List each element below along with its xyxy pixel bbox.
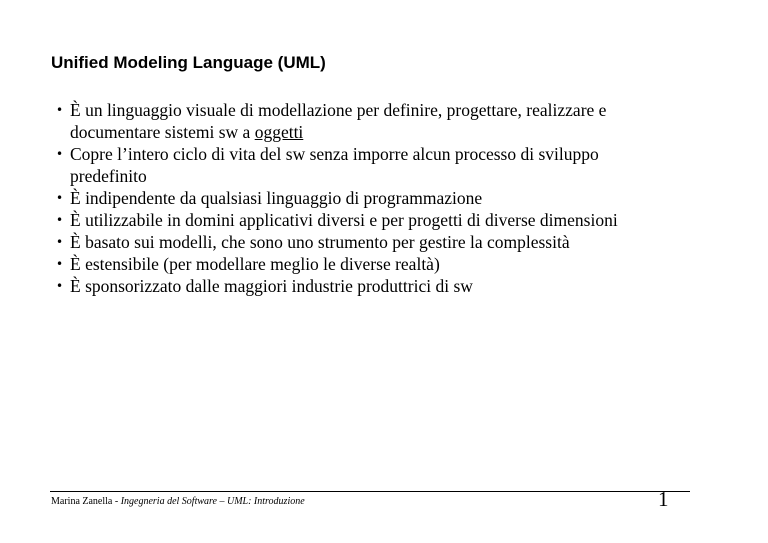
page-number: 1 (658, 487, 669, 511)
bullet-text-continued: predefinito (70, 166, 147, 186)
bullet-item-1 (56, 99, 618, 143)
bullet-text: È indipendente da qualsiasi linguaggio di programmazione (70, 188, 483, 208)
footer-separator: - (112, 496, 121, 507)
bullet-item-7 (56, 275, 618, 297)
bullet-icon: • (56, 257, 64, 271)
bullet-item-2 (56, 143, 618, 187)
bullet-text: È basato sui modelli, che sono uno strumento per gestire la complessità (70, 232, 570, 252)
page-title: Unified Modeling Language (UML) (51, 53, 326, 72)
bullet-icon: • (56, 103, 64, 117)
bullet-icon: • (56, 191, 64, 205)
bullet-item-5 (56, 231, 618, 253)
bullet-list (56, 99, 618, 297)
bullet-icon: • (56, 213, 64, 227)
bullet-text: È un linguaggio visuale di modellazione per definire, progettare, realizzare e (70, 100, 607, 120)
bullet-item-6 (56, 253, 618, 275)
bullet-text: È utilizzabile in domini applicativi diversi e per progetti di diverse dimensioni (70, 210, 618, 230)
bullet-text: È sponsorizzato dalle maggiori industrie produttrici di sw (70, 276, 473, 296)
bullet-icon: • (56, 147, 64, 161)
bullet-text: Copre l’intero ciclo di vita del sw senza imporre alcun processo di sviluppo (70, 144, 599, 164)
footer-author: Marina Zanella (51, 496, 113, 507)
underlined-word: oggetti (254, 122, 304, 142)
bullet-text-continued: documentare sistemi sw a (70, 122, 255, 142)
bullet-item-3 (56, 187, 618, 209)
footer-text (51, 496, 305, 507)
bullet-item-4 (56, 209, 618, 231)
bullet-icon: • (56, 279, 64, 293)
bullet-icon: • (56, 235, 64, 249)
bullet-text: È estensibile (per modellare meglio le diverse realtà) (70, 254, 440, 274)
footer-divider (50, 491, 690, 492)
footer-course: Ingegneria del Software – UML: Introduzione (120, 496, 305, 507)
